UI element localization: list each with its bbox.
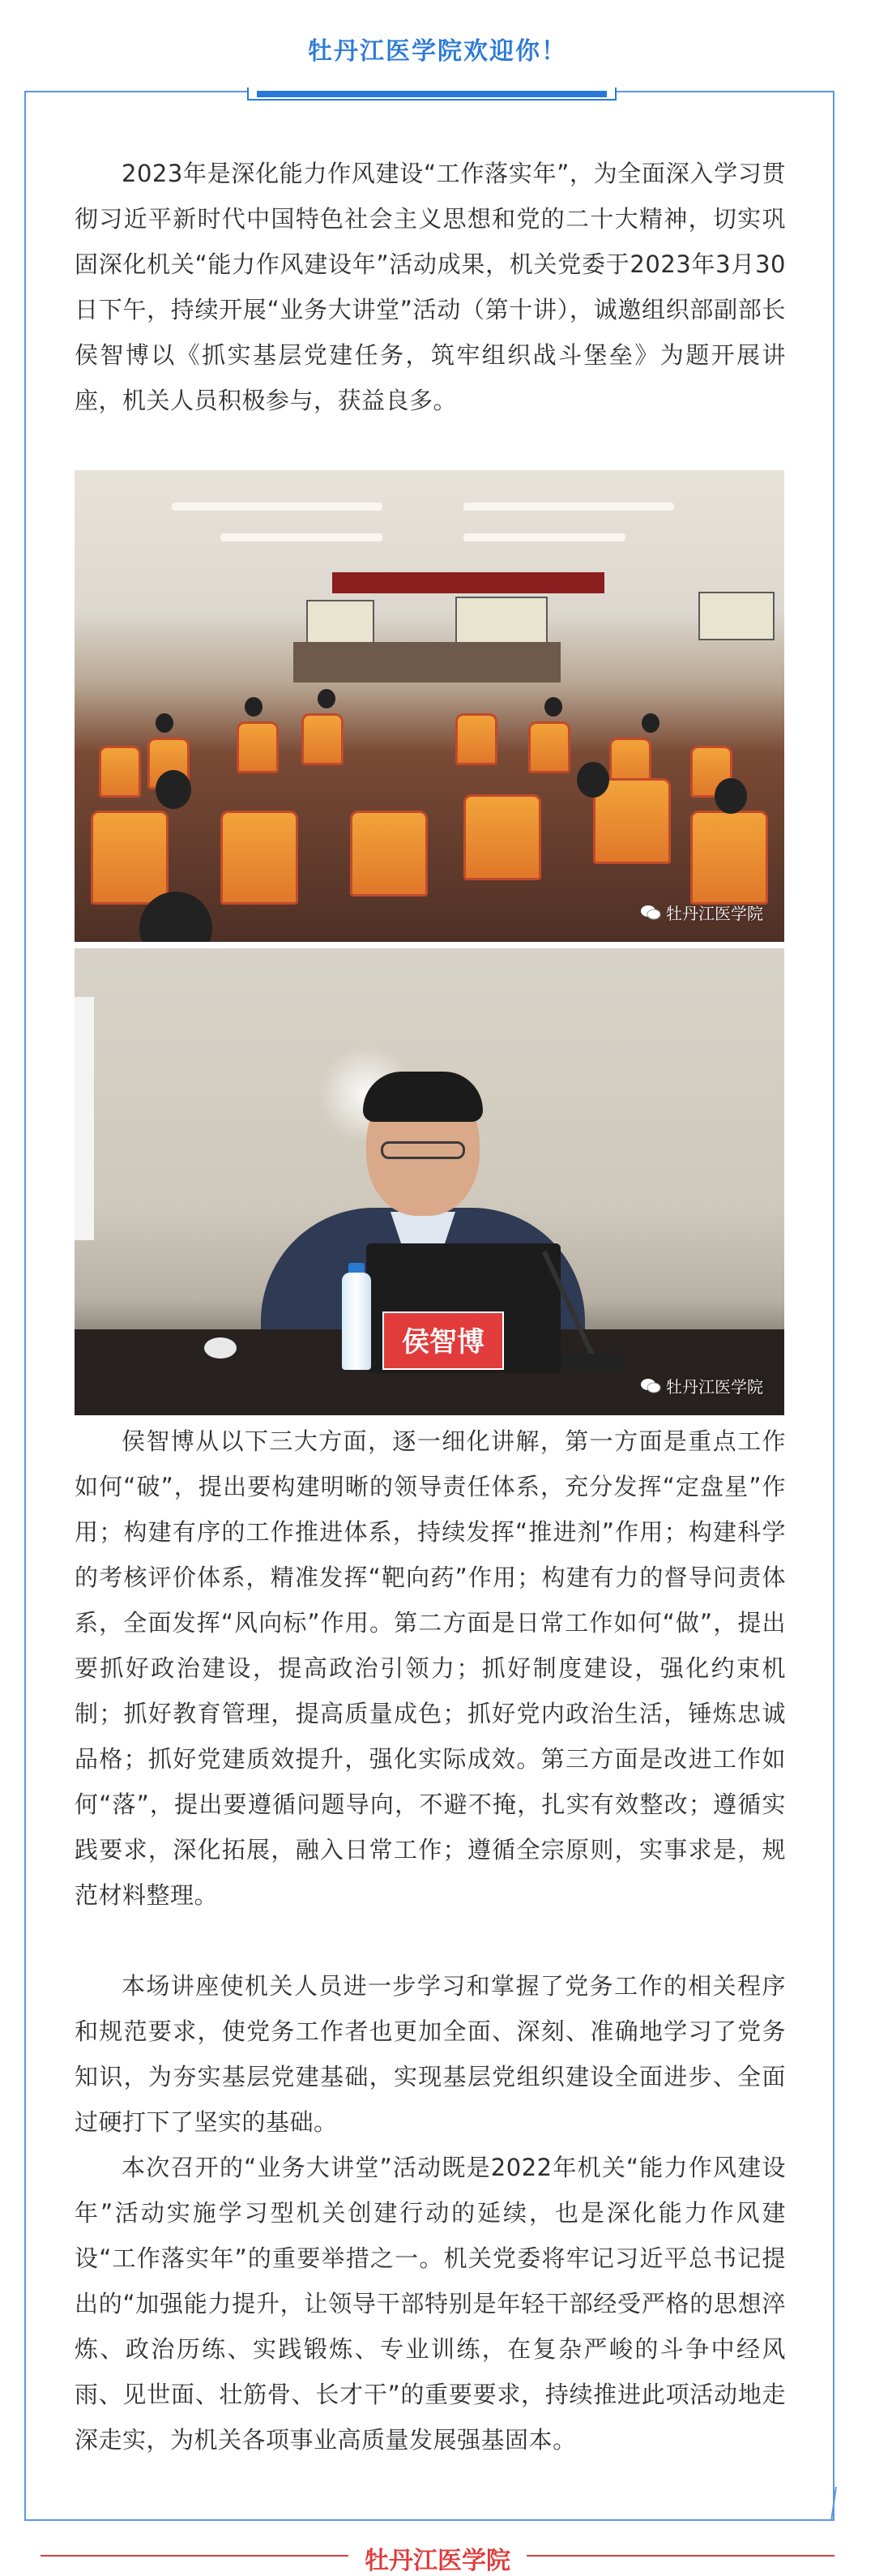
auditorium-seat <box>91 811 169 905</box>
wechat-icon <box>640 1378 661 1394</box>
auditorium-photo <box>75 470 784 942</box>
audience-head <box>715 778 747 814</box>
auditorium-seat <box>301 713 344 765</box>
wechat-icon <box>640 905 661 921</box>
photo-watermark <box>640 901 763 924</box>
window <box>75 997 94 1240</box>
mouse <box>204 1337 237 1359</box>
speaker-hair <box>363 1072 483 1122</box>
auditorium-seat <box>220 811 298 905</box>
conclusion-paragraph: 本次召开的“业务大讲堂”活动既是2022年机关“能力作风建设年”活动实施学习型机关创建行动的延续，也是深化能力作风建设“工作落实年”的重要举措之一。机关党委将牢记习近平总书记提出的“加强能力提升，让领导干部特别是年轻干部经受严格的思想淬炼、政治历练、实践锻炼、专业训练，在复杂严峻的斗争中经风雨、见世面、壮筋骨、长才干”的重要要求，持续推进此项活动地走深走实，为机关各项事业高质量发展强基固本。 <box>75 2154 786 2454</box>
ceiling-light <box>463 533 625 541</box>
left-screen <box>306 600 374 648</box>
audience-head <box>544 697 562 717</box>
auditorium-seat <box>690 811 768 905</box>
stage <box>293 642 561 683</box>
speaker-glasses <box>381 1141 465 1159</box>
page-header <box>0 0 875 97</box>
audience-head <box>156 713 173 733</box>
auditorium-seat <box>237 721 279 773</box>
audience-head <box>318 689 335 708</box>
ceiling-light <box>463 503 674 511</box>
photo-watermark <box>640 1374 763 1397</box>
lecture-content-paragraph: 侯智博从以下三大方面，逐一细化讲解，第一方面是重点工作如何“破”，提出要构建明晰的领导责任体系，充分发挥“定盘星”作用；构建有序的工作推进体系，持续发挥“推进剂”作用；构建科学的考核评价体系，精准发挥“靶向药”作用；构建有力的督导问责体系，全面发挥“风向标”作用。第二方面是日常工作如何“做”，提出要抓好政治建设，提高政治引领力；抓好制度建设，强化约束机制；抓好教育管理，提高质量成色；抓好党内政治生活，锤炼忠诚品格；抓好党建质效提升，强化实际成效。第三方面是改进工作如何“落”，提出要遵循问题导向，不避不掩，扎实有效整改；遵循实践要求，深化拓展，融入日常工作；遵循全宗原则，实事求是，规范材料整理。 <box>75 1427 786 1909</box>
footer-divider-left <box>41 2555 348 2557</box>
welcome-title: 牡丹江医学院欢迎你！ <box>308 37 567 66</box>
audience-head <box>245 697 262 717</box>
stage-banner <box>332 572 604 593</box>
auditorium-seat <box>99 746 141 798</box>
speaker-photo <box>75 948 784 1415</box>
ceiling-light <box>220 533 382 541</box>
audience-head <box>577 762 609 798</box>
footer-divider-right <box>527 2555 834 2557</box>
footer-logo-text: 牡丹江医学院 <box>365 2547 510 2575</box>
ceiling-light <box>172 503 382 511</box>
outcome-paragraph: 本场讲座使机关人员进一步学习和掌握了党务工作的相关程序和规范要求，使党务工作者也更加全面、深刻、准确地学习了党务知识，为夯实基层党建基础，实现基层党组织建设全面进步、全面过硬打下了坚实的基础。 <box>75 1972 786 2136</box>
audience-head <box>642 713 659 733</box>
auditorium-seat <box>455 713 497 765</box>
water-bottle <box>342 1273 371 1370</box>
audience-head <box>156 770 191 809</box>
speaker-nameplate: 侯智博 <box>382 1312 504 1370</box>
microphone-base <box>561 1354 625 1370</box>
right-screen <box>698 592 775 640</box>
watermark-text: 牡丹江医学院 <box>666 904 763 923</box>
frame-corner-decoration <box>798 2487 837 2521</box>
intro-paragraph: 2023年是深化能力作风建设“工作落实年”，为全面深入学习贯彻习近平新时代中国特色社会主义思想和党的二十大精神，切实巩固深化机关“能力作风建设年”活动成果，机关党委于2023年3月30日下午，持续开展“业务大讲堂”活动（第十讲），诚邀组织部副部长侯智博以《抓实基层党建任务，筑牢组织战斗堡垒》为题开展讲座，机关人员积极参与，获益良多。 <box>75 160 786 414</box>
auditorium-seat <box>463 794 541 880</box>
auditorium-seat <box>528 721 570 773</box>
auditorium-seat <box>350 811 428 896</box>
watermark-text: 牡丹江医学院 <box>666 1377 763 1397</box>
